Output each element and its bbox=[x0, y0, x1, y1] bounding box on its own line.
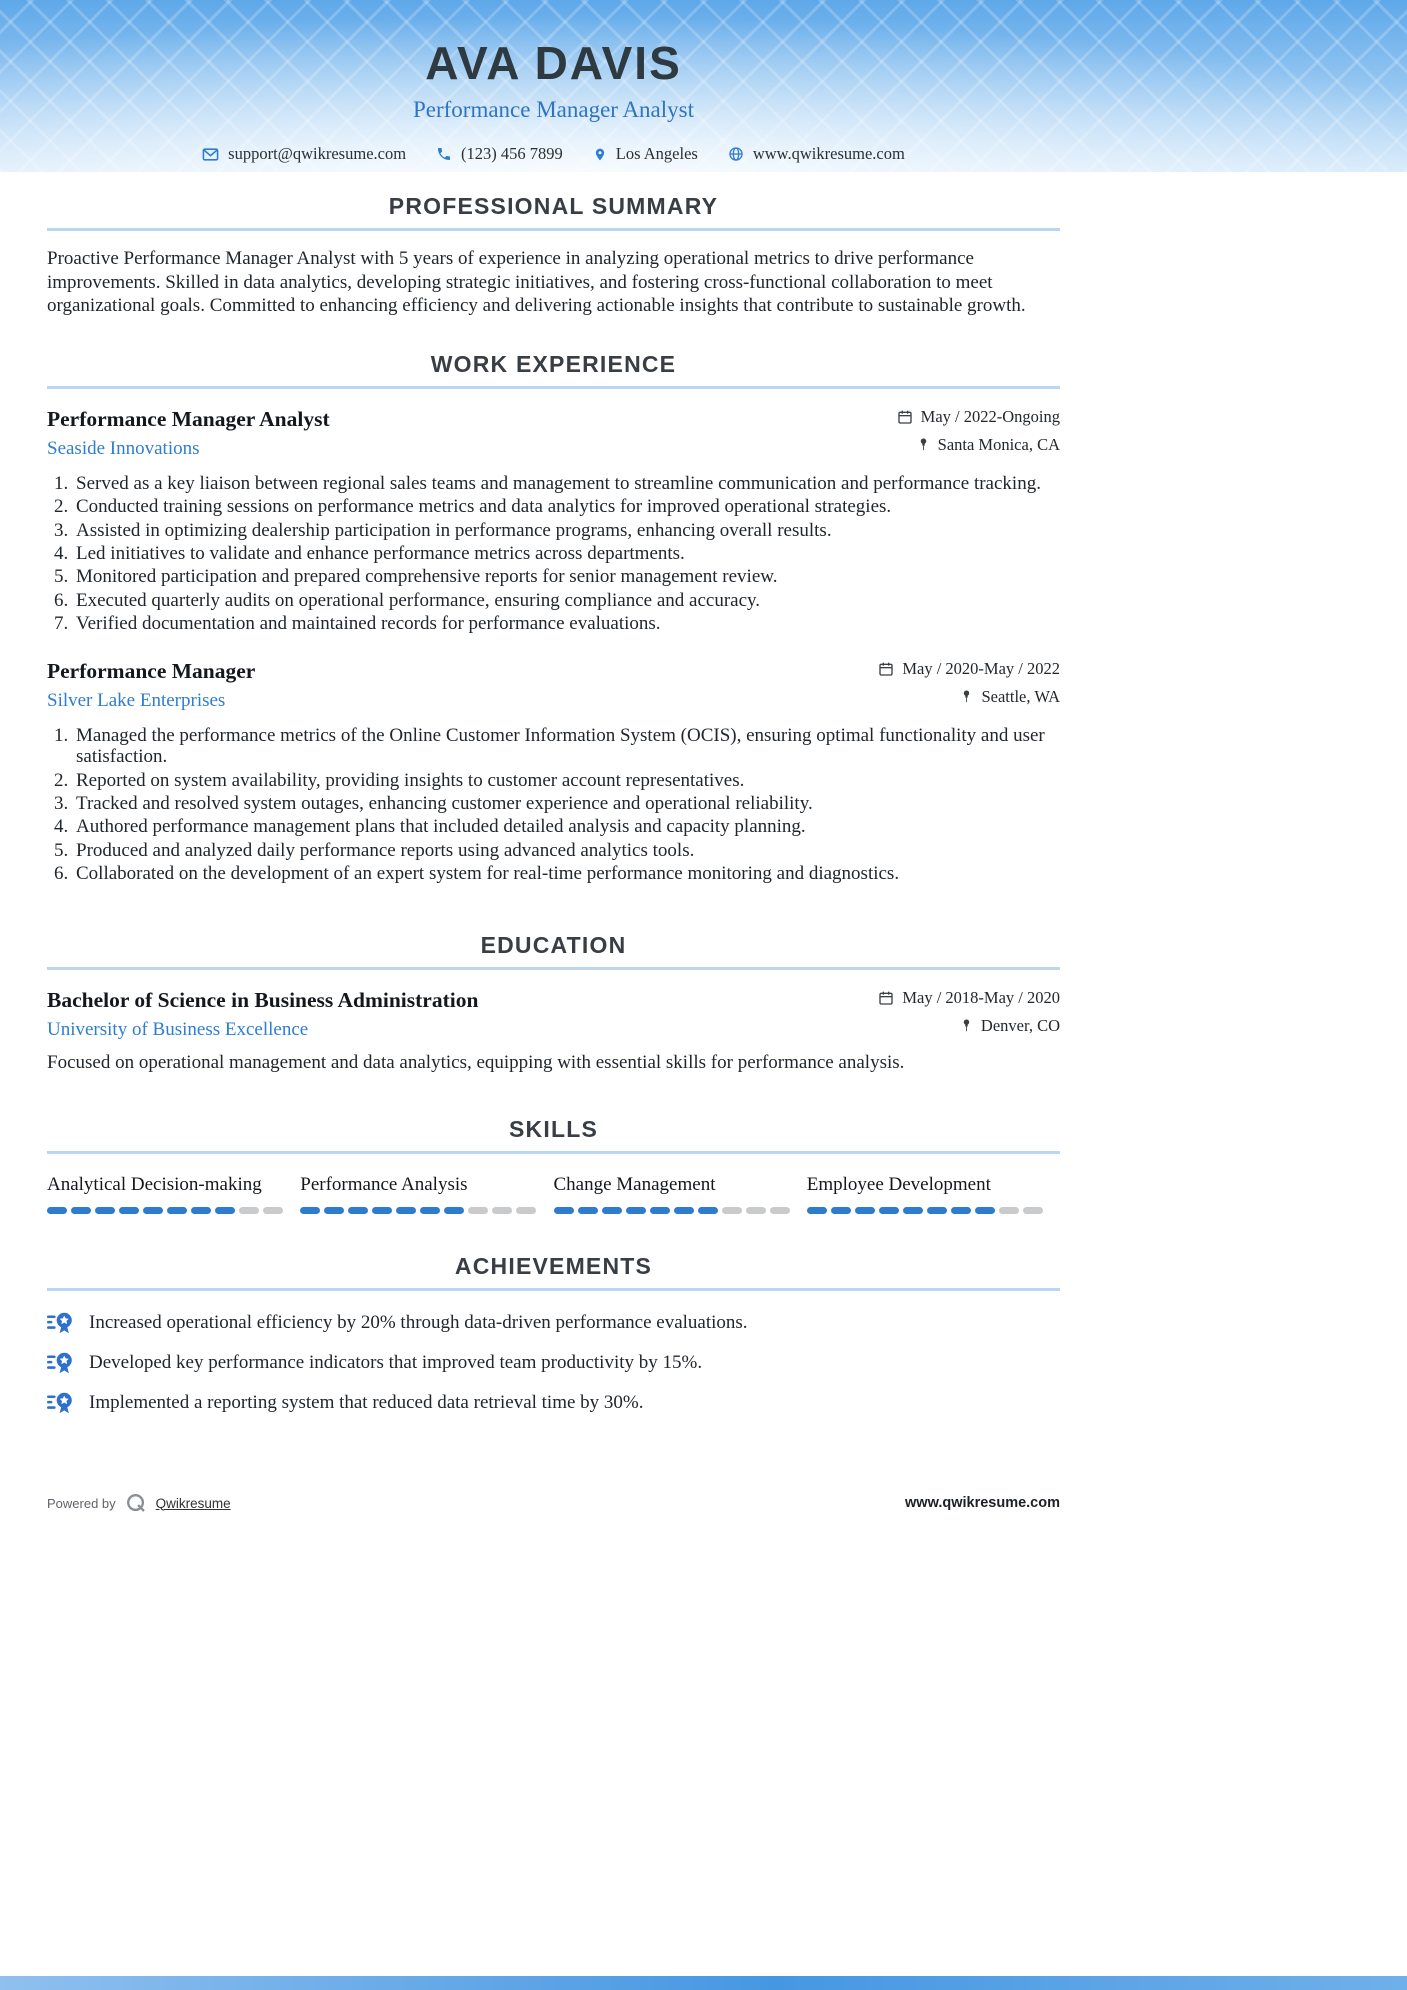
achievement-text: Increased operational efficiency by 20% through data-driven performance evaluations. bbox=[89, 1312, 748, 1334]
skill-segment bbox=[650, 1207, 670, 1214]
skills-heading: SKILLS bbox=[509, 1115, 598, 1142]
section-divider bbox=[47, 1288, 1060, 1291]
qwikresume-link[interactable]: Qwikresume bbox=[155, 1495, 231, 1511]
achievement-item bbox=[47, 1349, 1060, 1377]
experience-bullet: 6. Collaborated on the development of an expert system for real-time performance monitoring and diagnostics. bbox=[73, 863, 1060, 885]
achievement-item bbox=[47, 1309, 1060, 1337]
job-entry bbox=[47, 407, 1060, 635]
job-location: Santa Monica, CA bbox=[937, 435, 1060, 455]
contact-location-text: Los Angeles bbox=[615, 144, 698, 163]
section-summary bbox=[47, 194, 1060, 318]
medal-icon bbox=[47, 1389, 75, 1417]
job-dates: May / 2020-May / 2022 bbox=[902, 658, 1060, 678]
bottom-accent-bar bbox=[0, 1976, 1407, 1990]
skill-segment bbox=[468, 1207, 488, 1214]
section-experience bbox=[47, 352, 1060, 885]
experience-bullet: 6. Executed quarterly audits on operational performance, ensuring compliance and accuracy. bbox=[73, 590, 1060, 612]
job-title: Performance Manager Analyst bbox=[47, 407, 330, 432]
experience-bullet: 4. Led initiatives to validate and enhance performance metrics across departments. bbox=[73, 543, 1060, 565]
powered-by-label: Powered by bbox=[47, 1495, 116, 1511]
skill-segment bbox=[602, 1207, 622, 1214]
job-meta bbox=[800, 659, 1060, 707]
skill-segment bbox=[746, 1207, 766, 1214]
medal-icon bbox=[47, 1309, 75, 1337]
calendar-icon bbox=[897, 409, 913, 425]
skill-segment bbox=[191, 1207, 211, 1214]
skill-segment bbox=[554, 1207, 574, 1214]
section-divider bbox=[47, 228, 1060, 231]
candidate-title: Performance Manager Analyst bbox=[412, 97, 694, 122]
experience-bullet: 2. Conducted training sessions on performance metrics and data analytics for improved operational strategies. bbox=[73, 496, 1060, 518]
calendar-icon bbox=[878, 661, 894, 677]
job-head-left bbox=[47, 407, 330, 460]
skill-segment bbox=[1023, 1207, 1043, 1214]
education-description: Focused on operational management and data analytics, equipping with essential skills for performance analysis. bbox=[47, 1052, 905, 1073]
skill-name: Employee Development bbox=[806, 1173, 991, 1195]
contact-website[interactable] bbox=[728, 144, 905, 164]
job-company: Silver Lake Enterprises bbox=[47, 689, 226, 711]
skill-segment bbox=[879, 1207, 899, 1214]
job-bullets bbox=[47, 473, 1060, 635]
header-band bbox=[0, 0, 1407, 172]
skill-item bbox=[807, 1174, 1060, 1214]
experience-bullet: 1. Served as a key liaison between regional sales teams and management to streamline communication and performance tracking. bbox=[73, 473, 1060, 495]
skill-segment bbox=[807, 1207, 827, 1214]
skill-segment bbox=[626, 1207, 646, 1214]
job-dates-row bbox=[800, 659, 1060, 679]
skill-segment bbox=[975, 1207, 995, 1214]
skill-segment bbox=[119, 1207, 139, 1214]
skill-segment bbox=[951, 1207, 971, 1214]
skill-segment bbox=[215, 1207, 235, 1214]
skill-segment bbox=[396, 1207, 416, 1214]
education-meta bbox=[800, 988, 1060, 1036]
header-inner bbox=[47, 37, 1060, 164]
section-divider bbox=[47, 1151, 1060, 1154]
skill-segment bbox=[722, 1207, 742, 1214]
skill-level-bar bbox=[47, 1207, 300, 1214]
skill-segment bbox=[770, 1207, 790, 1214]
skill-level-bar bbox=[554, 1207, 807, 1214]
skill-name: Performance Analysis bbox=[300, 1173, 468, 1195]
achievement-text: Implemented a reporting system that reduced data retrieval time by 30%. bbox=[89, 1392, 644, 1414]
skill-segment bbox=[855, 1207, 875, 1214]
job-entry bbox=[47, 659, 1060, 885]
contact-email-text: support@qwikresume.com bbox=[228, 144, 407, 163]
contact-location bbox=[593, 144, 698, 164]
skill-segment bbox=[300, 1207, 320, 1214]
email-icon bbox=[202, 146, 219, 163]
footer-branding bbox=[47, 1492, 231, 1514]
skill-segment bbox=[420, 1207, 440, 1214]
contact-phone-text: (123) 456 7899 bbox=[461, 144, 563, 163]
skill-segment bbox=[263, 1207, 283, 1214]
job-dates-row bbox=[800, 407, 1060, 427]
achievement-item bbox=[47, 1389, 1060, 1417]
job-title: Performance Manager bbox=[47, 658, 256, 683]
summary-heading: PROFESSIONAL SUMMARY bbox=[388, 193, 719, 219]
job-meta bbox=[800, 407, 1060, 455]
job-dates: May / 2022-Ongoing bbox=[920, 407, 1060, 427]
experience-bullet: 4. Authored performance management plans that included detailed analysis and capacity planning. bbox=[73, 816, 1060, 838]
footer-website[interactable]: www.qwikresume.com bbox=[905, 1495, 1060, 1511]
education-heading: EDUCATION bbox=[480, 931, 627, 958]
education-dates-row bbox=[800, 988, 1060, 1008]
job-location: Seattle, WA bbox=[981, 686, 1060, 706]
skill-segment bbox=[903, 1207, 923, 1214]
contact-website-text: www.qwikresume.com bbox=[752, 144, 905, 163]
skill-segment bbox=[516, 1207, 536, 1214]
section-education bbox=[47, 933, 1060, 1075]
job-head bbox=[47, 407, 1060, 460]
location-pin-icon bbox=[593, 146, 607, 163]
skill-level-bar bbox=[807, 1207, 1060, 1214]
skill-segment bbox=[47, 1207, 67, 1214]
skill-segment bbox=[927, 1207, 947, 1214]
medal-icon bbox=[47, 1349, 75, 1377]
phone-icon bbox=[436, 146, 452, 162]
skill-item bbox=[300, 1174, 553, 1214]
job-location-row bbox=[800, 687, 1060, 707]
experience-bullet: 7. Verified documentation and maintained records for performance evaluations. bbox=[73, 613, 1060, 635]
section-skills bbox=[47, 1117, 1060, 1214]
skill-name: Analytical Decision-making bbox=[47, 1173, 262, 1195]
skill-segment bbox=[999, 1207, 1019, 1214]
achievements-list bbox=[47, 1309, 1060, 1417]
section-divider bbox=[47, 386, 1060, 389]
experience-heading: WORK EXPERIENCE bbox=[430, 350, 677, 377]
contact-email[interactable] bbox=[202, 144, 406, 164]
job-location-row bbox=[800, 435, 1060, 455]
experience-bullet: 2. Reported on system availability, providing insights to customer account representatives. bbox=[73, 770, 1060, 792]
skill-segment bbox=[372, 1207, 392, 1214]
education-location: Denver, CO bbox=[980, 1016, 1060, 1036]
experience-bullet: 5. Produced and analyzed daily performance reports using advanced analytics tools. bbox=[73, 840, 1060, 862]
skill-name: Change Management bbox=[553, 1173, 716, 1195]
experience-bullet: 3. Tracked and resolved system outages, enhancing customer experience and operational reliability. bbox=[73, 793, 1060, 815]
skill-segment bbox=[492, 1207, 512, 1214]
skill-segment bbox=[444, 1207, 464, 1214]
skill-segment bbox=[698, 1207, 718, 1214]
skill-item bbox=[554, 1174, 807, 1214]
skill-segment bbox=[831, 1207, 851, 1214]
education-head bbox=[47, 988, 1060, 1041]
qwikresume-logo-icon bbox=[125, 1492, 147, 1514]
education-location-row bbox=[800, 1016, 1060, 1036]
skill-segment bbox=[239, 1207, 259, 1214]
skills-row bbox=[47, 1174, 1060, 1214]
skill-level-bar bbox=[300, 1207, 553, 1214]
calendar-icon bbox=[878, 990, 894, 1006]
candidate-name: AVA DAVIS bbox=[425, 37, 682, 89]
skill-segment bbox=[95, 1207, 115, 1214]
experience-bullet: 3. Assisted in optimizing dealership participation in performance programs, enhancing overall results. bbox=[73, 520, 1060, 542]
summary-text: Proactive Performance Manager Analyst with 5 years of experience in analyzing operational metrics to drive performance improvements. Skilled in data analytics, developing strategic initiatives, and fostering cross-functional collaboration to meet organizational goals. Committed to enhancing efficiency and delivering actionable insights that contribute to sustainable growth. bbox=[47, 248, 1026, 317]
contact-row bbox=[47, 144, 1060, 164]
education-entry bbox=[47, 988, 1060, 1074]
achievements-heading: ACHIEVEMENTS bbox=[454, 1252, 653, 1279]
job-head bbox=[47, 659, 1060, 712]
resume-content bbox=[47, 194, 1060, 1417]
experience-bullet: 5. Monitored participation and prepared comprehensive reports for senior management review. bbox=[73, 566, 1060, 588]
skill-segment bbox=[324, 1207, 344, 1214]
contact-phone[interactable] bbox=[436, 144, 563, 164]
skill-segment bbox=[143, 1207, 163, 1214]
pushpin-icon bbox=[960, 689, 973, 704]
job-bullets bbox=[47, 725, 1060, 885]
pushpin-icon bbox=[917, 437, 930, 452]
pushpin-icon bbox=[960, 1018, 973, 1033]
education-degree: Bachelor of Science in Business Administration bbox=[47, 988, 479, 1013]
education-head-left bbox=[47, 988, 478, 1041]
section-divider bbox=[47, 967, 1060, 970]
skill-segment bbox=[71, 1207, 91, 1214]
skill-segment bbox=[348, 1207, 368, 1214]
job-head-left bbox=[47, 659, 255, 712]
skill-segment bbox=[167, 1207, 187, 1214]
education-school: University of Business Excellence bbox=[47, 1019, 309, 1040]
experience-bullet: 1. Managed the performance metrics of the Online Customer Information System (OCIS), ensuring optimal functionality and user satisfaction. bbox=[73, 725, 1060, 769]
globe-icon bbox=[728, 146, 744, 162]
skill-item bbox=[47, 1174, 300, 1214]
skill-segment bbox=[578, 1207, 598, 1214]
achievement-text: Developed key performance indicators that improved team productivity by 15%. bbox=[89, 1352, 703, 1374]
skill-segment bbox=[674, 1207, 694, 1214]
footer bbox=[47, 1492, 1060, 1514]
section-achievements bbox=[47, 1254, 1060, 1417]
education-dates: May / 2018-May / 2020 bbox=[902, 988, 1060, 1008]
job-company: Seaside Innovations bbox=[47, 437, 200, 459]
